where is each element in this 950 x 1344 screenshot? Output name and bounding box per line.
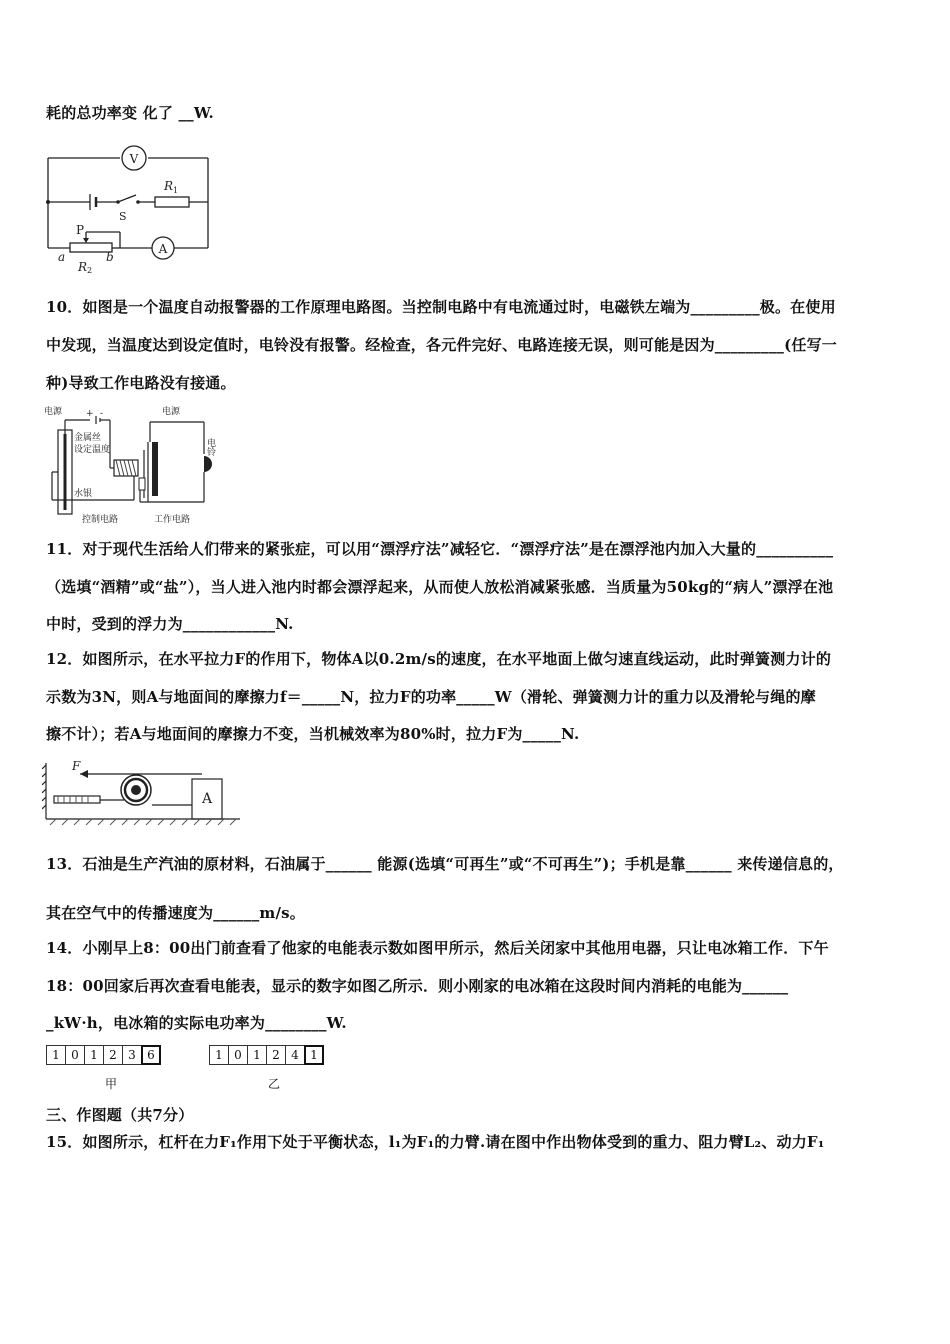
svg-text:设定温度: 设定温度 [74, 445, 111, 455]
meter-jia-label: 甲 [105, 1077, 118, 1091]
meter-yi [210, 1045, 324, 1065]
meter-digit-decimal: 6 [141, 1045, 161, 1065]
svg-text:电铃: 电铃 [205, 438, 215, 456]
question-13-line1: 13．石油是生产汽油的原材料，石油属于______ 能源(选填“可再生”或“不可再生”)；手机是靠______ 来传递信息的， [46, 855, 844, 873]
svg-text:-: - [100, 409, 104, 419]
svg-text:+: + [86, 409, 94, 419]
svg-text:金属丝: 金属丝 [74, 433, 102, 443]
question-14-line3: _kW·h，电冰箱的实际电功率为________W. [46, 1014, 347, 1032]
voltmeter-label: V [129, 152, 139, 166]
question-13-line2: 其在空气中的传播速度为______m/s。 [46, 904, 305, 922]
meter-digit: 1 [247, 1045, 267, 1065]
question-14-line2: 18：00回家后再次查看电能表，显示的数字如图乙所示．则小刚家的电冰箱在这段时间内消耗的电能为______ [46, 977, 789, 995]
section-3-heading: 三、作图题（共7分） [46, 1106, 194, 1124]
question-10-line2: 中发现，当温度达到设定值时，电铃没有报警。经检查，各元件完好、电路连接无误，则可能是因为_________(任写一 [46, 336, 838, 354]
question-15: 15．如图所示，杠杆在力F₁作用下处于平衡状态，l₁为F₁的力臂.请在图中作出物体受到的重力、阻力臂L₂、动力F₁ [46, 1133, 825, 1151]
meter-digit: 2 [103, 1045, 123, 1065]
ammeter-label: A [158, 242, 168, 256]
meter-jia [47, 1045, 161, 1065]
question-11-line3: 中时，受到的浮力为____________N. [46, 615, 294, 633]
question-10-line3: 种)导致工作电路没有接通。 [46, 374, 236, 392]
r2-label: R [78, 260, 88, 274]
end-a-label: a [58, 250, 66, 264]
meter-digit: 1 [84, 1045, 104, 1065]
block-label: A [202, 791, 213, 807]
meter-digit: 3 [122, 1045, 142, 1065]
question-14-line1: 14．小刚早上8：00出门前查看了他家的电能表示数如图甲所示，然后关闭家中其他用电器，只让电冰箱工作．下午 [46, 939, 829, 957]
meter-yi-label: 乙 [268, 1077, 281, 1091]
question-12-line2: 示数为3N，则A与地面间的摩擦力f＝_____N，拉力F的功率_____W（滑轮、弹簧测力计的重力以及滑轮与绳的摩 [46, 688, 816, 706]
svg-text:1: 1 [173, 186, 179, 195]
end-b-label: b [106, 250, 114, 264]
svg-text:控制电路: 控制电路 [82, 515, 119, 525]
question-10-line1: 10．如图是一个温度自动报警器的工作原理电路图。当控制电路中有电流通过时，电磁铁左端为_________极。在使用 [46, 298, 836, 316]
question-12-line1: 12．如图所示，在水平拉力F的作用下，物体A以0.2m/s的速度，在水平地面上做匀速直线运动，此时弹簧测力计的 [46, 650, 832, 668]
svg-text:工作电路: 工作电路 [154, 515, 191, 525]
question-11-line1: 11．对于现代生活给人们带来的紧张症，可以用“漂浮疗法”减轻它．“漂浮疗法”是在漂浮池内加入大量的__________ [46, 540, 834, 558]
question-9-tail: 耗的总功率变 化了 __W. [46, 104, 214, 122]
question-12-line3: 擦不计）；若A与地面间的摩擦力不变，当机械效率为80%时，拉力F为_____N. [46, 725, 580, 743]
svg-text:2: 2 [87, 266, 93, 275]
circuit-diagram-q9 [40, 140, 220, 275]
question-11-line2: （选填“酒精”或“盐”），当人进入池内时都会漂浮起来，从而使人放松消减紧张感．当质量为50kg的“病人”漂浮在池 [46, 578, 834, 596]
svg-text:水银: 水银 [74, 489, 93, 499]
slider-label: P [76, 223, 85, 237]
alarm-circuit-diagram-q10 [44, 402, 226, 526]
force-label: F [72, 759, 81, 773]
svg-text:电源: 电源 [44, 407, 63, 417]
meter-digit: 1 [46, 1045, 66, 1065]
meter-digit: 0 [228, 1045, 248, 1065]
meter-digit: 4 [285, 1045, 305, 1065]
meter-digit: 1 [209, 1045, 229, 1065]
meter-digit: 2 [266, 1045, 286, 1065]
meter-digit-decimal: 1 [304, 1045, 324, 1065]
meter-digit: 0 [65, 1045, 85, 1065]
svg-text:电源: 电源 [162, 407, 181, 417]
r1-label: R [164, 179, 174, 193]
pulley-diagram-q12 [42, 757, 242, 827]
switch-label: S [119, 210, 127, 223]
